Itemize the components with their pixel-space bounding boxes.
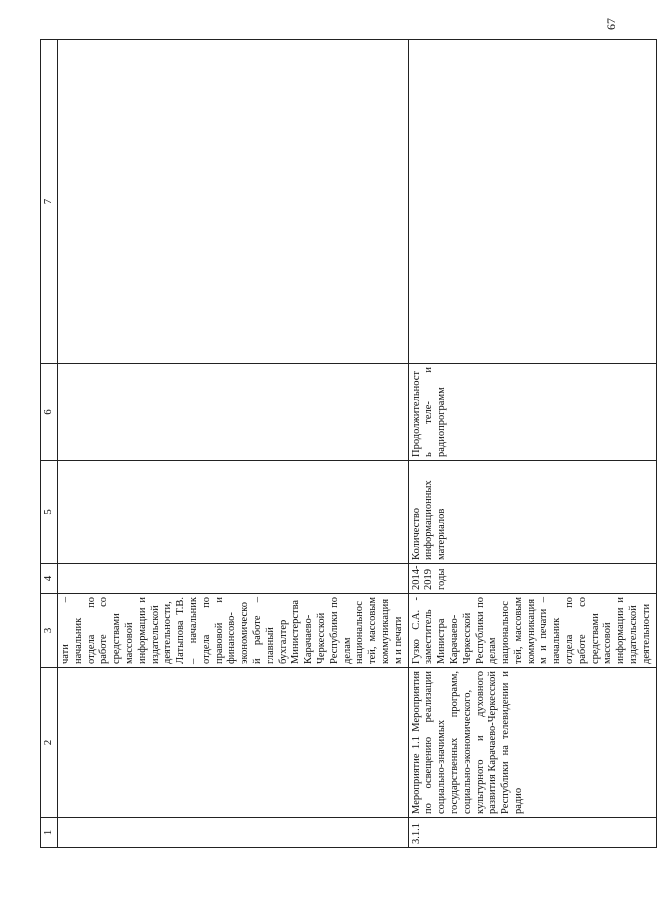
responsible-text: Гузко С.А. - заместитель Министра Карачаево-Черкесской Республики по делам национальностей, массовым коммуникациям и печати – начальник отдела по работе со средствами массовой информации и издательской деятельности bbox=[410, 597, 652, 664]
result-text: Продолжительность теле- и радиопрограмм bbox=[410, 367, 448, 457]
table-header-row bbox=[41, 40, 58, 848]
header-col-7: 7 bbox=[41, 40, 58, 364]
indicator-text: Количество информационных материалов bbox=[410, 480, 448, 560]
table-row bbox=[408, 40, 656, 848]
row-number: 3.1.1 bbox=[408, 818, 656, 848]
result-cell bbox=[58, 364, 409, 461]
responsible-text: чати – начальник отдела по работе со средствами массовой информации и издательской деятельности, Латыпова Т.В. – начальник отдела по правовой и финансово-экономической работе – главный бухгалтер Министерства Карачаево-Черкесской Республики по делам национальностей, массовым коммуникациям и печати bbox=[60, 597, 404, 664]
header-col-1: 1 bbox=[41, 818, 58, 848]
header-col-2: 2 bbox=[41, 668, 58, 818]
header-col-3: 3 bbox=[41, 594, 58, 668]
period-cell: 2014-2019 годы bbox=[408, 564, 656, 594]
measure-cell bbox=[58, 668, 409, 818]
period-cell bbox=[58, 564, 409, 594]
responsible-cell bbox=[58, 594, 409, 668]
indicator-cell bbox=[58, 461, 409, 564]
measure-cell bbox=[408, 668, 656, 818]
header-col-4: 4 bbox=[41, 564, 58, 594]
extra-cell bbox=[58, 40, 409, 364]
indicator-cell bbox=[408, 461, 656, 564]
row-number bbox=[58, 818, 409, 848]
plan-table bbox=[40, 39, 657, 848]
header-col-5: 5 bbox=[41, 461, 58, 564]
header-col-6: 6 bbox=[41, 364, 58, 461]
document-page bbox=[40, 40, 652, 848]
page-number: 67 bbox=[604, 18, 618, 30]
measure-text: Мероприятие 1.1 Мероприятия по освещению реализации социально-значимых государственных программ, социально-экономического, культурного и духовного развития Карачаево-Черкесской Республики на телевидении и радио bbox=[410, 671, 524, 814]
responsible-cell bbox=[408, 594, 656, 668]
extra-cell bbox=[408, 40, 656, 364]
table-row bbox=[58, 40, 409, 848]
result-cell bbox=[408, 364, 656, 461]
